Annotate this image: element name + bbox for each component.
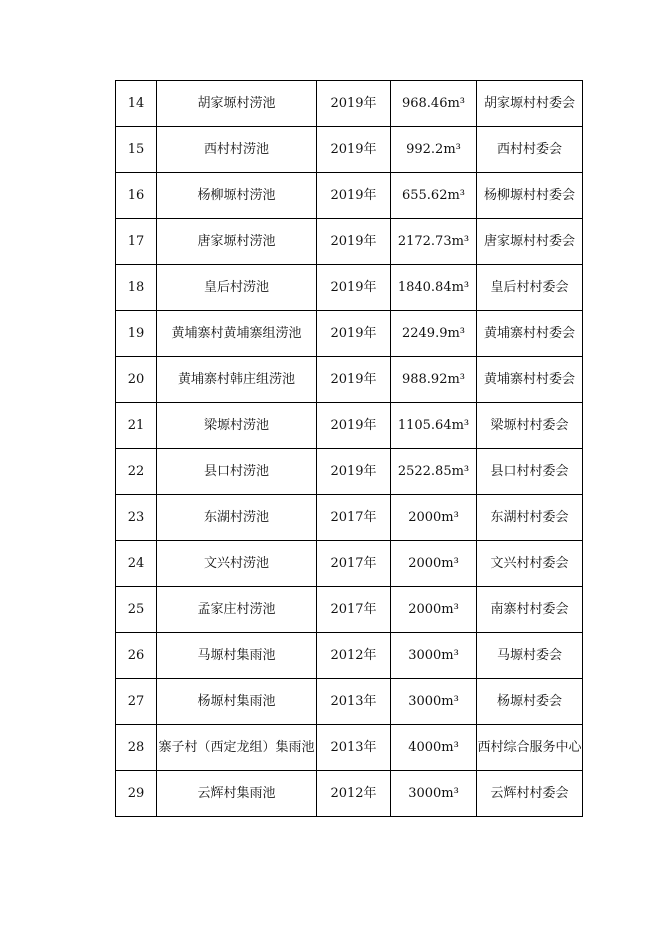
facility-name-cell: 云辉村集雨池	[157, 771, 317, 817]
managing-unit-cell: 县口村村委会	[477, 449, 583, 495]
build-year-cell: 2012年	[317, 771, 391, 817]
facility-name-cell: 东湖村涝池	[157, 495, 317, 541]
table-row	[116, 771, 583, 817]
facility-name-cell: 梁塬村涝池	[157, 403, 317, 449]
table-row	[116, 127, 583, 173]
volume-cell: 3000m³	[391, 633, 477, 679]
row-number-cell: 21	[116, 403, 157, 449]
table-row	[116, 265, 583, 311]
row-number-cell: 27	[116, 679, 157, 725]
facility-name-cell: 胡家塬村涝池	[157, 81, 317, 127]
table-body	[116, 81, 583, 817]
volume-cell: 2000m³	[391, 541, 477, 587]
build-year-cell: 2019年	[317, 127, 391, 173]
volume-cell: 2172.73m³	[391, 219, 477, 265]
volume-cell: 2249.9m³	[391, 311, 477, 357]
facility-name-cell: 文兴村涝池	[157, 541, 317, 587]
build-year-cell: 2017年	[317, 587, 391, 633]
table-row	[116, 173, 583, 219]
table-row	[116, 679, 583, 725]
volume-cell: 988.92m³	[391, 357, 477, 403]
volume-cell: 4000m³	[391, 725, 477, 771]
managing-unit-cell: 南寨村村委会	[477, 587, 583, 633]
managing-unit-cell: 杨柳塬村村委会	[477, 173, 583, 219]
row-number-cell: 16	[116, 173, 157, 219]
facility-name-cell: 寨子村（西定龙组）集雨池	[157, 725, 317, 771]
build-year-cell: 2019年	[317, 403, 391, 449]
row-number-cell: 29	[116, 771, 157, 817]
managing-unit-cell: 胡家塬村村委会	[477, 81, 583, 127]
build-year-cell: 2019年	[317, 81, 391, 127]
build-year-cell: 2019年	[317, 449, 391, 495]
managing-unit-cell: 东湖村村委会	[477, 495, 583, 541]
volume-cell: 2522.85m³	[391, 449, 477, 495]
build-year-cell: 2017年	[317, 541, 391, 587]
facility-table	[115, 80, 583, 817]
facility-name-cell: 黄埔寨村黄埔寨组涝池	[157, 311, 317, 357]
managing-unit-cell: 文兴村村委会	[477, 541, 583, 587]
facility-name-cell: 唐家塬村涝池	[157, 219, 317, 265]
facility-name-cell: 杨塬村集雨池	[157, 679, 317, 725]
table-row	[116, 219, 583, 265]
managing-unit-cell: 马塬村委会	[477, 633, 583, 679]
build-year-cell: 2012年	[317, 633, 391, 679]
build-year-cell: 2019年	[317, 173, 391, 219]
build-year-cell: 2019年	[317, 265, 391, 311]
managing-unit-cell: 杨塬村委会	[477, 679, 583, 725]
table-row	[116, 725, 583, 771]
row-number-cell: 28	[116, 725, 157, 771]
managing-unit-cell: 梁塬村村委会	[477, 403, 583, 449]
managing-unit-cell: 西村综合服务中心	[477, 725, 583, 771]
managing-unit-cell: 云辉村村委会	[477, 771, 583, 817]
row-number-cell: 19	[116, 311, 157, 357]
facility-name-cell: 皇后村涝池	[157, 265, 317, 311]
table-row	[116, 311, 583, 357]
managing-unit-cell: 皇后村村委会	[477, 265, 583, 311]
build-year-cell: 2013年	[317, 679, 391, 725]
volume-cell: 3000m³	[391, 771, 477, 817]
table-row	[116, 541, 583, 587]
managing-unit-cell: 唐家塬村村委会	[477, 219, 583, 265]
row-number-cell: 18	[116, 265, 157, 311]
volume-cell: 655.62m³	[391, 173, 477, 219]
build-year-cell: 2019年	[317, 311, 391, 357]
volume-cell: 1840.84m³	[391, 265, 477, 311]
row-number-cell: 23	[116, 495, 157, 541]
row-number-cell: 15	[116, 127, 157, 173]
build-year-cell: 2019年	[317, 219, 391, 265]
table-row	[116, 587, 583, 633]
table-row	[116, 81, 583, 127]
row-number-cell: 20	[116, 357, 157, 403]
facility-name-cell: 孟家庄村涝池	[157, 587, 317, 633]
volume-cell: 1105.64m³	[391, 403, 477, 449]
table-row	[116, 495, 583, 541]
facility-name-cell: 西村村涝池	[157, 127, 317, 173]
row-number-cell: 17	[116, 219, 157, 265]
managing-unit-cell: 黄埔寨村村委会	[477, 357, 583, 403]
table-row	[116, 403, 583, 449]
build-year-cell: 2019年	[317, 357, 391, 403]
managing-unit-cell: 黄埔寨村村委会	[477, 311, 583, 357]
row-number-cell: 24	[116, 541, 157, 587]
volume-cell: 968.46m³	[391, 81, 477, 127]
volume-cell: 992.2m³	[391, 127, 477, 173]
build-year-cell: 2017年	[317, 495, 391, 541]
facility-name-cell: 县口村涝池	[157, 449, 317, 495]
volume-cell: 2000m³	[391, 495, 477, 541]
row-number-cell: 22	[116, 449, 157, 495]
table-row	[116, 357, 583, 403]
table-row	[116, 449, 583, 495]
row-number-cell: 25	[116, 587, 157, 633]
volume-cell: 2000m³	[391, 587, 477, 633]
table-row	[116, 633, 583, 679]
row-number-cell: 14	[116, 81, 157, 127]
facility-name-cell: 马塬村集雨池	[157, 633, 317, 679]
volume-cell: 3000m³	[391, 679, 477, 725]
facility-name-cell: 杨柳塬村涝池	[157, 173, 317, 219]
build-year-cell: 2013年	[317, 725, 391, 771]
facility-name-cell: 黄埔寨村韩庄组涝池	[157, 357, 317, 403]
row-number-cell: 26	[116, 633, 157, 679]
managing-unit-cell: 西村村委会	[477, 127, 583, 173]
